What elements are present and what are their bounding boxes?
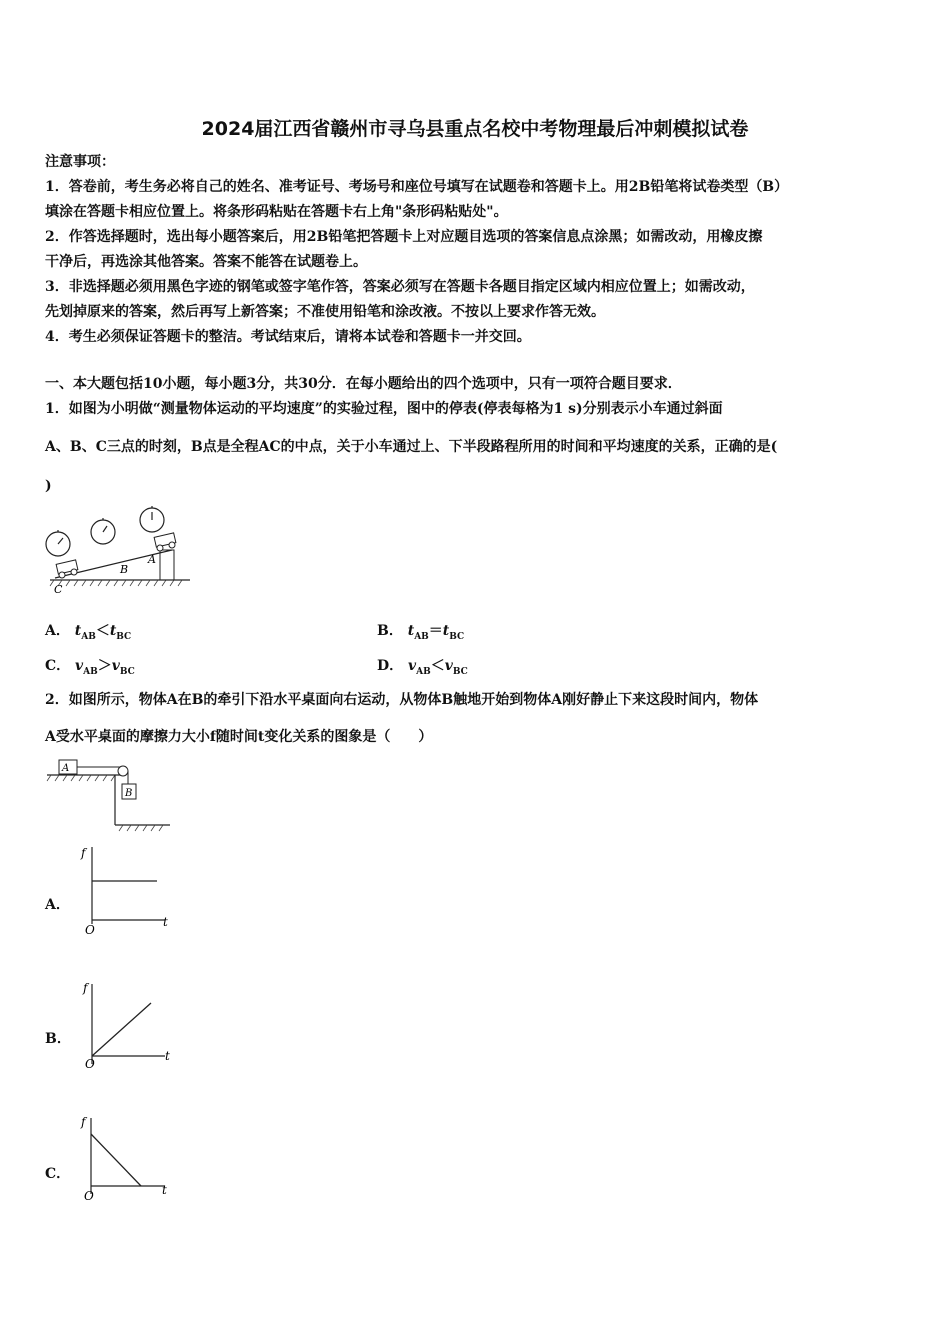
- pulley-figure: [45, 757, 175, 832]
- notes-line: 干净后，再选涂其他答案。答案不能答在试题卷上。: [45, 254, 367, 270]
- incline-figure: [40, 500, 200, 600]
- notes-line: 1．答卷前，考生务必将自己的姓名、准考证号、考场号和座位号填写在试题卷和答题卡上。用2B铅笔将试卷类型（B）: [45, 179, 789, 195]
- notes-block: [45, 150, 788, 350]
- q1-option-c[interactable]: C． $v_{AB}>v_{BC}$: [45, 658, 135, 677]
- svg-text:O: O: [84, 1189, 94, 1203]
- q1-stem-line: A、B、C三点的时刻，B点是全程AC的中点，关于小车通过上、下半段路程所用的时间和平均速度的关系，正确的是(: [45, 439, 778, 455]
- q2-option-c[interactable]: C．: [45, 1166, 71, 1182]
- notes-line: 4．考生必须保证答题卡的整洁。考试结束后，请将本试卷和答题卡一并交回。: [45, 329, 531, 345]
- svg-text:f: f: [81, 846, 86, 860]
- graph-decreasing: [75, 1112, 185, 1207]
- graph-increasing: [75, 978, 185, 1073]
- block-b-label: B: [125, 788, 133, 799]
- notes-line: 2．作答选择题时，选出每小题答案后，用2B铅笔把答题卡上对应题目选项的答案信息点涂黑；如需改动，用橡皮擦: [45, 229, 763, 245]
- page-title: 2024届江西省赣州市寻乌县重点名校中考物理最后冲刺模拟试卷: [201, 118, 749, 140]
- q2-stem-line: A受水平桌面的摩擦力大小f随时间t变化关系的图象是（ ）: [45, 729, 433, 745]
- point-c-label: C: [54, 583, 63, 596]
- svg-text:t: t: [162, 1183, 167, 1197]
- q2-option-a[interactable]: A．: [45, 897, 70, 913]
- svg-text:O: O: [85, 1057, 95, 1071]
- block-a-label: A: [62, 763, 70, 774]
- svg-text:f: f: [83, 981, 88, 995]
- point-a-label: A: [148, 553, 156, 566]
- notes-line: 先划掉原来的答案，然后再写上新答案；不准使用铅笔和涂改液。不按以上要求作答无效。: [45, 304, 605, 320]
- graph-constant: [75, 842, 185, 937]
- q2-option-b[interactable]: B．: [45, 1031, 71, 1047]
- notes-heading: 注意事项：: [45, 154, 115, 170]
- svg-text:f: f: [81, 1115, 86, 1129]
- point-b-label: B: [120, 563, 129, 576]
- q1-option-d[interactable]: D． $v_{AB}<v_{BC}$: [377, 658, 468, 677]
- q2-stem-line: 2．如图所示，物体A在B的牵引下沿水平桌面向右运动，从物体B触地开始到物体A刚好静止下来这段时间内，物体: [45, 692, 759, 708]
- notes-line: 3．非选择题必须用黑色字迹的钢笔或签字笔作答，答案必须写在答题卡各题目指定区域内相应位置上；如需改动，: [45, 279, 755, 295]
- section-heading: 一、本大题包括10小题，每小题3分，共30分．在每小题给出的四个选项中，只有一项符合题目要求．: [45, 376, 682, 392]
- notes-line: 填涂在答题卡相应位置上。将条形码粘贴在答题卡右上角"条形码粘贴处"。: [45, 204, 508, 220]
- q1-stem-line: ): [45, 478, 52, 494]
- q1-option-b[interactable]: B． $t_{AB}=t_{BC}$: [377, 623, 465, 642]
- svg-text:O: O: [85, 923, 95, 937]
- q1-option-a[interactable]: A． $t_{AB}<t_{BC}$: [45, 623, 132, 642]
- q1-stem-line: 1．如图为小明做“测量物体运动的平均速度”的实验过程，图中的停表(停表每格为1 s)分别表示小车通过斜面: [45, 401, 723, 417]
- svg-text:t: t: [163, 915, 168, 929]
- svg-text:t: t: [165, 1049, 170, 1063]
